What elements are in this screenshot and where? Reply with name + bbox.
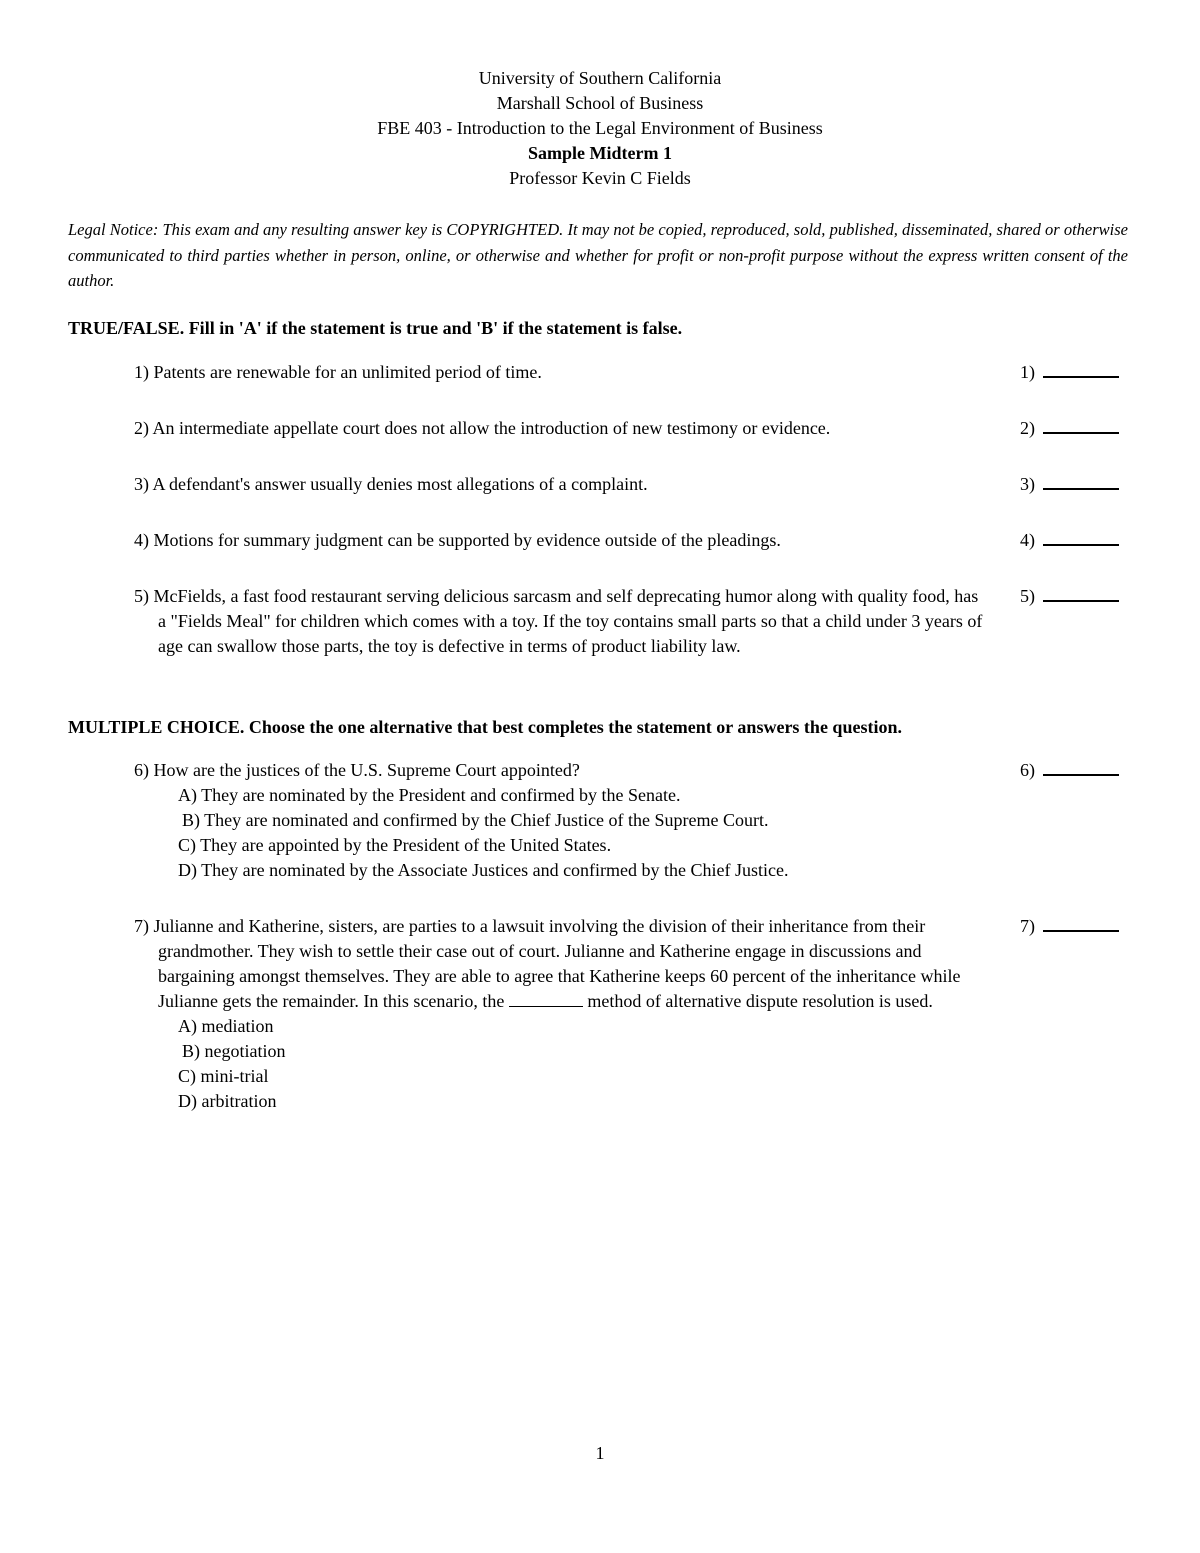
option-c: C) mini-trial	[178, 1066, 269, 1086]
course-title: FBE 403 - Introduction to the Legal Environment of Business	[377, 118, 823, 138]
answer-line[interactable]	[1043, 360, 1119, 378]
answer-label: 4)	[1020, 530, 1035, 550]
option-b: B) negotiation	[182, 1041, 286, 1061]
question-2	[134, 416, 994, 441]
document-header	[0, 66, 1200, 191]
question-stem: 4) Motions for summary judgment can be supported by evidence outside of the pleadings.	[134, 530, 781, 550]
question-stem: 1) Patents are renewable for an unlimited period of time.	[134, 362, 542, 382]
answer-line[interactable]	[1043, 914, 1119, 932]
question-stem: 2) An intermediate appellate court does not allow the introduction of new testimony or evidence.	[134, 418, 831, 438]
question-3	[134, 472, 994, 497]
option-a: A) They are nominated by the President and confirmed by the Senate.	[178, 785, 681, 805]
question-6	[134, 758, 994, 883]
answer-blank-5[interactable]	[1020, 584, 1119, 609]
answer-label: 2)	[1020, 418, 1035, 438]
option-d: D) arbitration	[178, 1091, 277, 1111]
answer-blank-7[interactable]	[1020, 914, 1119, 939]
answer-line[interactable]	[1043, 416, 1119, 434]
answer-blank-1[interactable]	[1020, 360, 1119, 385]
question-stem	[134, 914, 994, 1014]
fill-in-blank	[509, 992, 583, 1007]
question-5	[134, 584, 984, 659]
answer-blank-6[interactable]	[1020, 758, 1119, 783]
school-name: Marshall School of Business	[496, 93, 704, 113]
university-name: University of Southern California	[478, 68, 722, 88]
legal-notice: Legal Notice: This exam and any resulting answer key is COPYRIGHTED. It may not be copied, reproduced, sold, published, disseminated, shared or otherwise communicated to third parties whether in person, online, or otherwise and whether for profit or non-profit purpose without the express written consent of the author.	[68, 220, 1128, 290]
answer-label: 5)	[1020, 586, 1035, 606]
option-d: D) They are nominated by the Associate Justices and confirmed by the Chief Justice.	[178, 860, 789, 880]
stem-before-blank: 7) Julianne and Katherine, sisters, are parties to a lawsuit involving the division of their inheritance from their grandmother. They wish to settle their case out of court. Julianne and Katherine engage in discussions and bargaining amongst themselves. They are able to agree that Katherine keeps 60 percent of the inheritance while Julianne gets the remainder. In this scenario, the	[134, 916, 961, 1011]
answer-label: 6)	[1020, 760, 1035, 780]
answer-line[interactable]	[1043, 584, 1119, 602]
answer-line[interactable]	[1043, 758, 1119, 776]
answer-blank-2[interactable]	[1020, 416, 1119, 441]
exam-title: Sample Midterm 1	[528, 143, 672, 163]
option-a: A) mediation	[178, 1016, 274, 1036]
true-false-title: TRUE/FALSE. Fill in 'A' if the statement is true and 'B' if the statement is false.	[68, 318, 683, 338]
answer-blank-3[interactable]	[1020, 472, 1119, 497]
answer-blank-4[interactable]	[1020, 528, 1119, 553]
stem-after-blank: method of alternative dispute resolution is used.	[587, 991, 933, 1011]
answer-line[interactable]	[1043, 528, 1119, 546]
question-1	[134, 360, 994, 385]
option-c: C) They are appointed by the President of the United States.	[178, 835, 612, 855]
professor-name: Professor Kevin C Fields	[509, 168, 691, 188]
answer-label: 3)	[1020, 474, 1035, 494]
question-stem: 6) How are the justices of the U.S. Supreme Court appointed?	[134, 760, 580, 780]
question-stem: 5) McFields, a fast food restaurant serving delicious sarcasm and self deprecating humor along with quality food, has a "Fields Meal" for children which comes with a toy. If the toy contains small parts so that a child under 3 years of age can swallow those parts, the toy is defective in terms of product liability law.	[134, 586, 983, 656]
option-b: B) They are nominated and confirmed by the Chief Justice of the Supreme Court.	[182, 810, 769, 830]
page-number: 1	[595, 1443, 605, 1463]
answer-line[interactable]	[1043, 472, 1119, 490]
question-4	[134, 528, 994, 553]
answer-label: 1)	[1020, 362, 1035, 382]
multiple-choice-title: MULTIPLE CHOICE. Choose the one alternative that best completes the statement or answers the question.	[68, 717, 902, 737]
question-7	[134, 914, 994, 1114]
question-stem: 3) A defendant's answer usually denies most allegations of a complaint.	[134, 474, 648, 494]
answer-label: 7)	[1020, 916, 1035, 936]
